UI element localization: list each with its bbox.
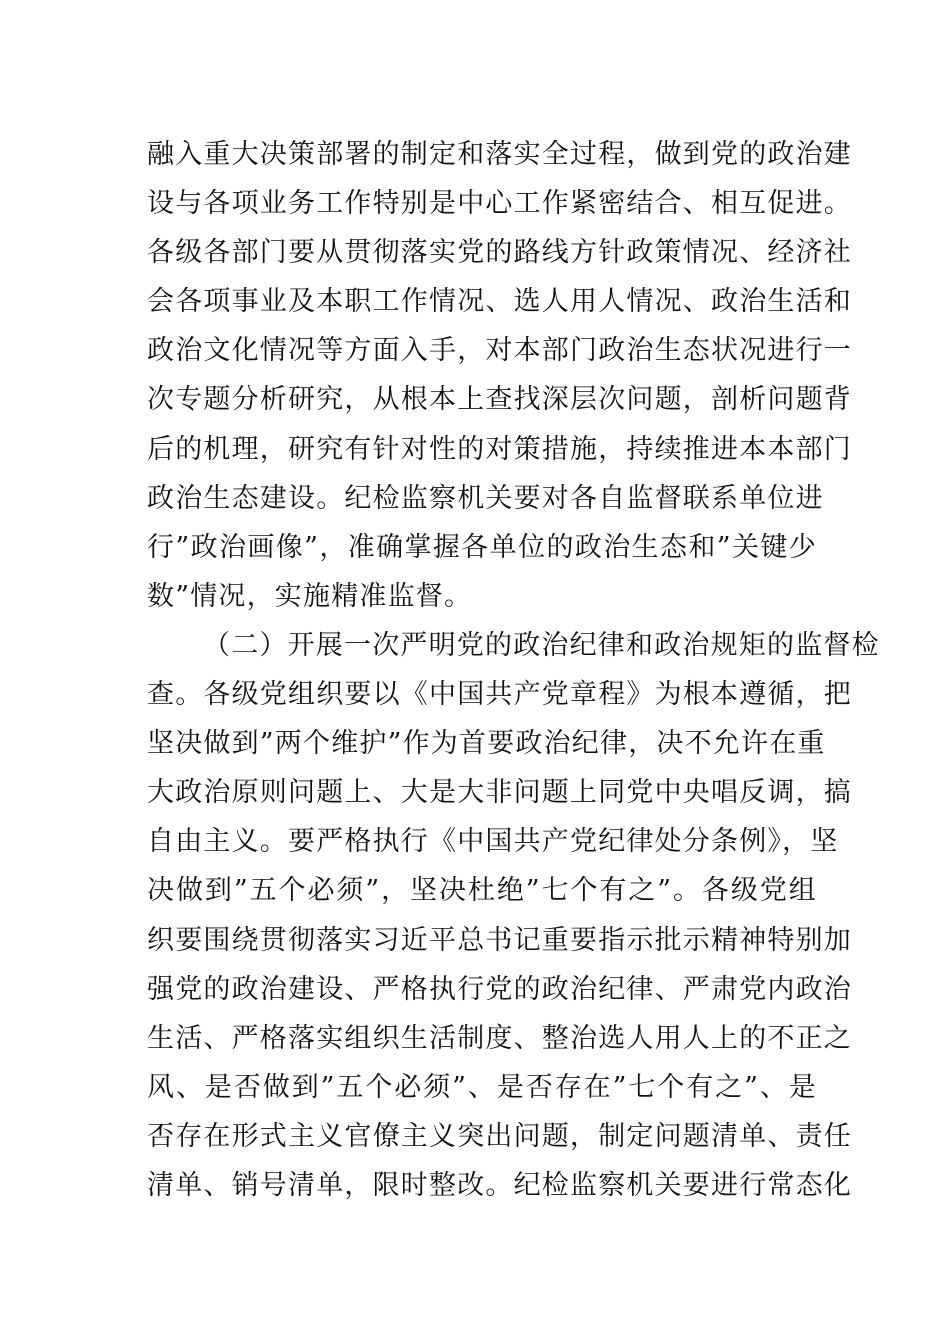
- paragraph-2-line-4: 大政治原则问题上、大是大非问题上同党中央唱反调，搞: [147, 777, 852, 809]
- paragraph-2-line-3: 坚决做到”两个维护”作为首要政治纪律，决不允许在重: [147, 728, 826, 760]
- paragraph-1-line-1: 融入重大决策部署的制定和落实全过程，做到党的政治建: [147, 139, 852, 170]
- paragraph-2-line-1: （二）开展一次严明党的政治纪律和政治规矩的监督检: [203, 629, 880, 661]
- paragraph-2-line-9: 生活、严格落实组织生活制度、整治选人用人上的不正之: [147, 1022, 852, 1054]
- paragraph-1-line-7: 后的机理，研究有针对性的对策措施，持续推进本本部门: [147, 433, 852, 465]
- paragraph-2-line-11: 否存在形式主义官僚主义突出问题，制定问题清单、责任: [147, 1120, 852, 1152]
- document-body: [147, 130, 880, 1210]
- paragraph-1-line-4: 会各项事业及本职工作情况、选人用人情况、政治生活和: [147, 286, 852, 318]
- paragraph-2-line-2: 查。各级党组织要以《中国共产党章程》为根本遵循，把: [147, 679, 852, 711]
- paragraph-2-line-12: 清单、销号清单，限时整改。纪检监察机关要进行常态化: [147, 1169, 852, 1201]
- paragraph-1-line-3: 各级各部门要从贯彻落实党的路线方针政策情况、经济社: [147, 237, 852, 269]
- paragraph-1-line-6: 次专题分析研究，从根本上查找深层次问题，剖析问题背: [147, 384, 852, 416]
- paragraph-1-line-5: 政治文化情况等方面入手，对本部门政治生态状况进行一: [147, 335, 852, 367]
- paragraph-2-line-10: 风、是否做到”五个必须”、是否存在”七个有之”、是: [147, 1071, 817, 1103]
- paragraph-2-line-6: 决做到”五个必须”，坚决杜绝”七个有之”。各级党组: [147, 875, 817, 907]
- paragraph-2-line-8: 强党的政治建设、严格执行党的政治纪律、严肃党内政治: [147, 973, 852, 1005]
- paragraph-2-line-5: 自由主义。要严格执行《中国共产党纪律处分条例》，坚: [147, 826, 839, 858]
- paragraph-1-line-10: 数”情况，实施精准监督。: [147, 580, 473, 612]
- paragraph-1-line-9: 行”政治画像”，准确掌握各单位的政治生态和”关键少: [147, 531, 817, 563]
- paragraph-1-line-2: 设与各项业务工作特别是中心工作紧密结合、相互促进。: [147, 188, 852, 220]
- paragraph-1-line-8: 政治生态建设。纪检监察机关要对各自监督联系单位进: [147, 482, 824, 514]
- paragraph-2-line-7: 织要围绕贯彻落实习近平总书记重要指示批示精神特别加: [147, 924, 852, 956]
